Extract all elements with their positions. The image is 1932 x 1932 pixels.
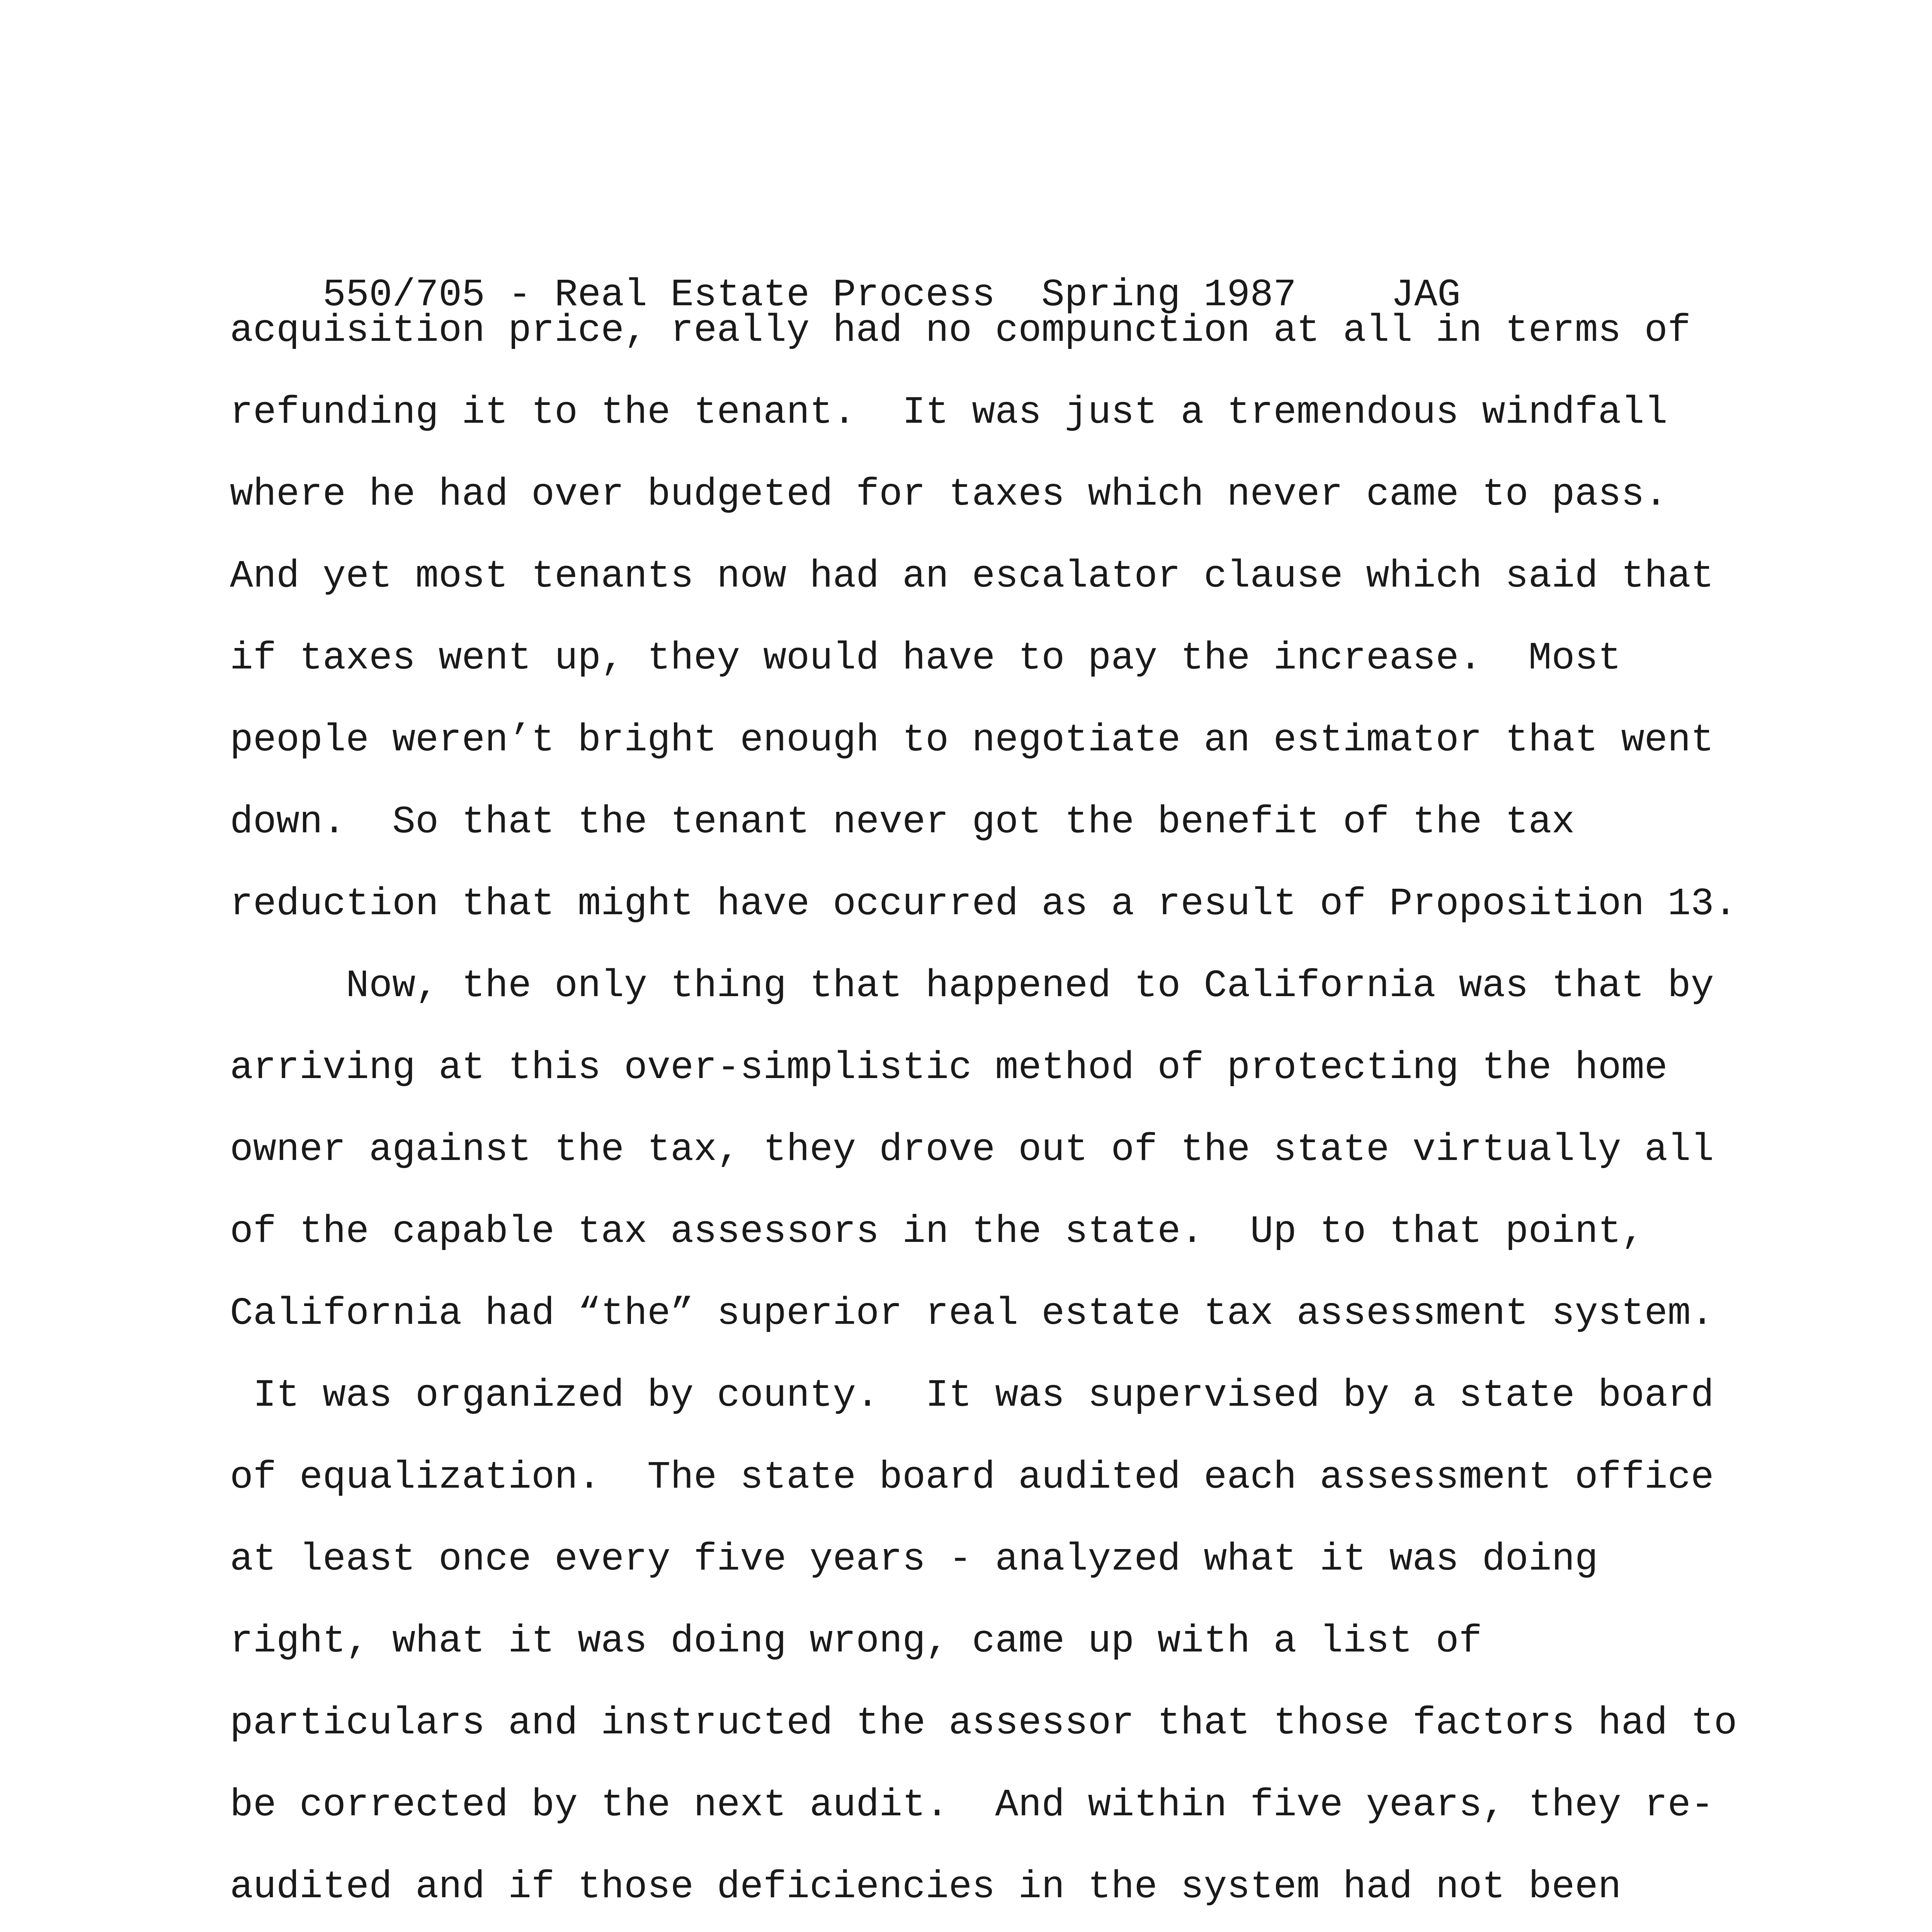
text-line: of the capable tax assessors in the state. Up to that point, bbox=[230, 1210, 1645, 1254]
text-line: at least once every five years - analyzed what it was doing bbox=[230, 1538, 1598, 1582]
text-line: if taxes went up, they would have to pay the increase. Most bbox=[230, 637, 1621, 680]
text-line: Now, the only thing that happened to California was that by bbox=[230, 964, 1714, 1008]
text-line: where he had over budgeted for taxes which never came to pass. bbox=[230, 473, 1668, 517]
text-line: owner against the tax, they drove out of the state virtually all bbox=[230, 1128, 1714, 1172]
text-line: people weren’t bright enough to negotiate an estimator that went bbox=[230, 719, 1714, 762]
header-initials: JAG bbox=[1391, 274, 1461, 317]
text-line: particulars and instructed the assessor that those factors had to bbox=[230, 1702, 1737, 1745]
header-term: Spring 1987 bbox=[1041, 274, 1297, 317]
text-line: And yet most tenants now had an escalator clause which said that bbox=[230, 555, 1714, 599]
text-line: of equalization. The state board audited each assessment office bbox=[230, 1456, 1714, 1500]
text-line: be corrected by the next audit. And within five years, they re- bbox=[230, 1784, 1714, 1827]
text-line: refunding it to the tenant. It was just a tremendous windfall bbox=[230, 391, 1668, 435]
text-line: arriving at this over-simplistic method of protecting the home bbox=[230, 1046, 1668, 1090]
header-course: 550/705 - Real Estate Process bbox=[323, 274, 995, 317]
text-line: reduction that might have occurred as a result of Proposition 13. bbox=[230, 883, 1737, 926]
text-line: audited and if those deficiencies in the system had not been bbox=[230, 1866, 1621, 1909]
text-line: acquisition price, really had no compunction at all in terms of bbox=[230, 309, 1691, 353]
text-line: It was organized by county. It was supervised by a state board bbox=[230, 1374, 1714, 1418]
text-line: right, what it was doing wrong, came up with a list of bbox=[230, 1620, 1482, 1663]
text-line: California had “the” superior real estate tax assessment system. bbox=[230, 1292, 1714, 1336]
text-line: down. So that the tenant never got the benefit of the tax bbox=[230, 801, 1575, 844]
